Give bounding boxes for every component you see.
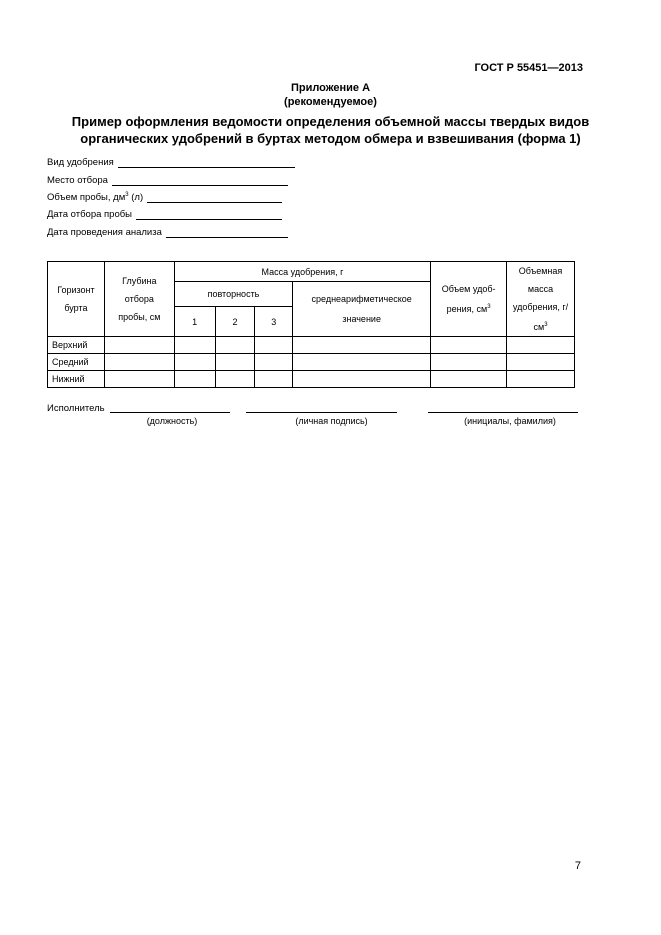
name-line[interactable] <box>428 412 578 413</box>
row-label-upper: Верхний <box>48 337 105 354</box>
table-cell[interactable] <box>507 337 575 354</box>
header-volume: Объем удоб- рения, $см^3$ <box>431 262 507 337</box>
sampling-date-label: Дата отбора пробы <box>47 209 133 220</box>
signature-line[interactable] <box>246 412 397 413</box>
table-cell[interactable] <box>431 354 507 371</box>
row-label-lower: Нижний <box>48 371 105 388</box>
table-row <box>48 337 575 354</box>
table-row <box>48 371 575 388</box>
sampling-place-field <box>47 175 288 186</box>
table-cell[interactable] <box>255 371 293 388</box>
executor-field <box>47 403 105 414</box>
name-caption: (инициалы, фамилия) <box>464 416 556 426</box>
sample-volume-field <box>47 192 282 203</box>
header-horizon: Горизонт бурта <box>48 262 105 337</box>
position-caption: (должность) <box>146 416 198 426</box>
table-cell[interactable] <box>174 337 215 354</box>
table-cell[interactable] <box>104 337 174 354</box>
row-label-middle: Средний <box>48 354 105 371</box>
analysis-date-line[interactable] <box>166 228 288 238</box>
table-cell[interactable] <box>507 354 575 371</box>
fertilizer-type-line[interactable] <box>118 158 295 168</box>
document-title-line2: органических удобрений в буртах методом обмера и взвешивания (форма 1) <box>80 131 581 146</box>
table-cell[interactable] <box>174 354 215 371</box>
table-cell[interactable] <box>174 371 215 388</box>
table-cell[interactable] <box>215 354 255 371</box>
header-mass: Масса удобрения, г <box>174 262 430 282</box>
sampling-date-line[interactable] <box>136 210 282 220</box>
table-cell[interactable] <box>255 354 293 371</box>
table-cell[interactable] <box>215 337 255 354</box>
table-row <box>48 354 575 371</box>
signature-caption: (личная подпись) <box>295 416 368 426</box>
page-number: 7 <box>574 860 581 872</box>
appendix-title: Приложение А <box>290 82 371 94</box>
table-cell[interactable] <box>255 337 293 354</box>
data-table <box>47 261 575 388</box>
header-mean: среднеарифметическое значение <box>293 282 431 337</box>
header-repeat-3: 3 <box>255 307 293 337</box>
table-cell[interactable] <box>431 371 507 388</box>
sampling-place-line[interactable] <box>112 176 288 186</box>
sample-volume-label: Объем пробы, $дм^3$ (л) <box>47 192 144 204</box>
table-cell[interactable] <box>293 337 431 354</box>
table-cell[interactable] <box>507 371 575 388</box>
sample-volume-line[interactable] <box>147 193 282 203</box>
sampling-place-label: Место отбора <box>47 175 108 186</box>
header-repeat-1: 1 <box>174 307 215 337</box>
table-cell[interactable] <box>215 371 255 388</box>
analysis-date-label: Дата проведения анализа <box>47 227 162 238</box>
position-line[interactable] <box>110 412 230 413</box>
table-cell[interactable] <box>293 354 431 371</box>
table-cell[interactable] <box>293 371 431 388</box>
table-cell[interactable] <box>104 371 174 388</box>
header-repeat: повторность <box>174 282 292 307</box>
header-depth: Глубина отбора пробы, см <box>104 262 174 337</box>
appendix-subtitle: (рекомендуемое) <box>284 96 377 108</box>
standard-number: ГОСТ Р 55451—2013 <box>474 62 583 74</box>
analysis-date-field <box>47 227 288 238</box>
sampling-date-field <box>47 209 282 220</box>
executor-label: Исполнитель <box>47 403 105 414</box>
document-title-line1: Пример оформления ведомости определения объемной массы твердых видов <box>71 114 590 129</box>
table-cell[interactable] <box>431 337 507 354</box>
header-density: Объемная масса удобрения, $г/см^3$ <box>507 262 575 337</box>
fertilizer-type-label: Вид удобрения <box>47 157 114 168</box>
table-cell[interactable] <box>104 354 174 371</box>
header-repeat-2: 2 <box>215 307 255 337</box>
document-title <box>0 113 661 147</box>
fertilizer-type-field <box>47 157 295 168</box>
